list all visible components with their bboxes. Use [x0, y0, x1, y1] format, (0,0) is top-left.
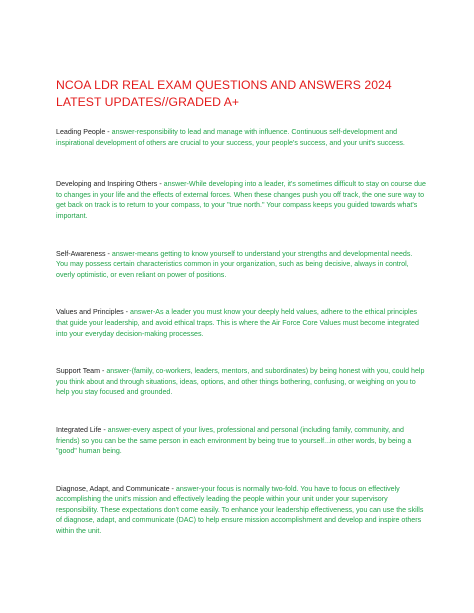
entry-separator: -	[100, 367, 107, 376]
entry-separator: -	[123, 308, 131, 317]
qa-entry-integrated-life	[56, 425, 426, 457]
entry-term: Self-Awareness	[56, 249, 106, 258]
qa-entry-self-awareness	[56, 249, 426, 281]
entry-answer: answer-While developing into a leader, it's sometimes difficult to stay on course due to changes in your life and the effects of external forces. When these changes push you off track, the one sure way to get back on track is to return to your compass, to your "true north." Your compass keeps you guided towards what's important.	[56, 180, 426, 220]
qa-entry-support-team	[56, 366, 426, 398]
entry-separator: -	[169, 484, 176, 493]
entry-answer: answer-(family, co-workers, leaders, mentors, and subordinates) by being honest with you, could help you think about and through situations, ideas, options, and other things bothering, confusing, or weighing on you to help you stay focused and grounded.	[56, 367, 425, 397]
entry-answer: answer-responsibility to lead and manage with influence. Continuous self-development and inspirational development of others are crucial to your success, your people's success, and your unit's success.	[56, 128, 405, 147]
entry-separator: -	[157, 180, 164, 189]
entry-term: Support Team	[56, 367, 101, 376]
document-title: NCOA LDR REAL EXAM QUESTIONS AND ANSWERS 2024 LATEST UPDATES//GRADED A+	[56, 78, 392, 109]
entry-separator: -	[105, 128, 112, 136]
qa-entry-values-principles	[56, 307, 426, 339]
entry-term: Developing and Inspiring Others	[56, 180, 158, 189]
entry-separator: -	[101, 425, 108, 434]
entry-answer: answer-every aspect of your lives, professional and personal (including family, community, and friends) so you can be the same person in each environment by being true to yourself...in other words, by being a "good" human being.	[56, 425, 412, 456]
entry-term: Integrated Life	[56, 425, 102, 434]
qa-entry-diagnose-adapt-communicate	[56, 484, 426, 537]
entry-answer: answer-means getting to know yourself to understand your strengths and developmental needs. You may possess certain characteristics common in your organization, such as being decisive, always in control, overly optimistic, or even reliant on power of positions.	[56, 249, 413, 279]
qa-entry-developing-inspiring	[56, 179, 426, 221]
qa-entry-leading-people	[56, 127, 426, 148]
entry-term: Values and Principles	[56, 308, 124, 317]
entry-answer: answer-As a leader you must know your deeply held values, adhere to the ethical principles that guide your leadership, and avoid ethical traps. This is where the Air Force Core Values must become integrated into your everyday decision-making processes.	[56, 308, 419, 338]
entry-term: Leading People	[56, 128, 106, 136]
entry-term: Diagnose, Adapt, and Communicate	[56, 484, 170, 493]
entry-separator: -	[105, 249, 112, 258]
entry-answer: answer-your focus is normally two-fold. You have to focus on effectively accomplishing the unit's mission and effectively leading the people within your unit under your supervisory responsibility. These expectations don't come easily. To enhance your leadership effectiveness, you can use the skills of diagnose, adapt, and communicate (DAC) to help ensure mission accomplishment and develop and inspire others within the unit.	[56, 484, 424, 536]
